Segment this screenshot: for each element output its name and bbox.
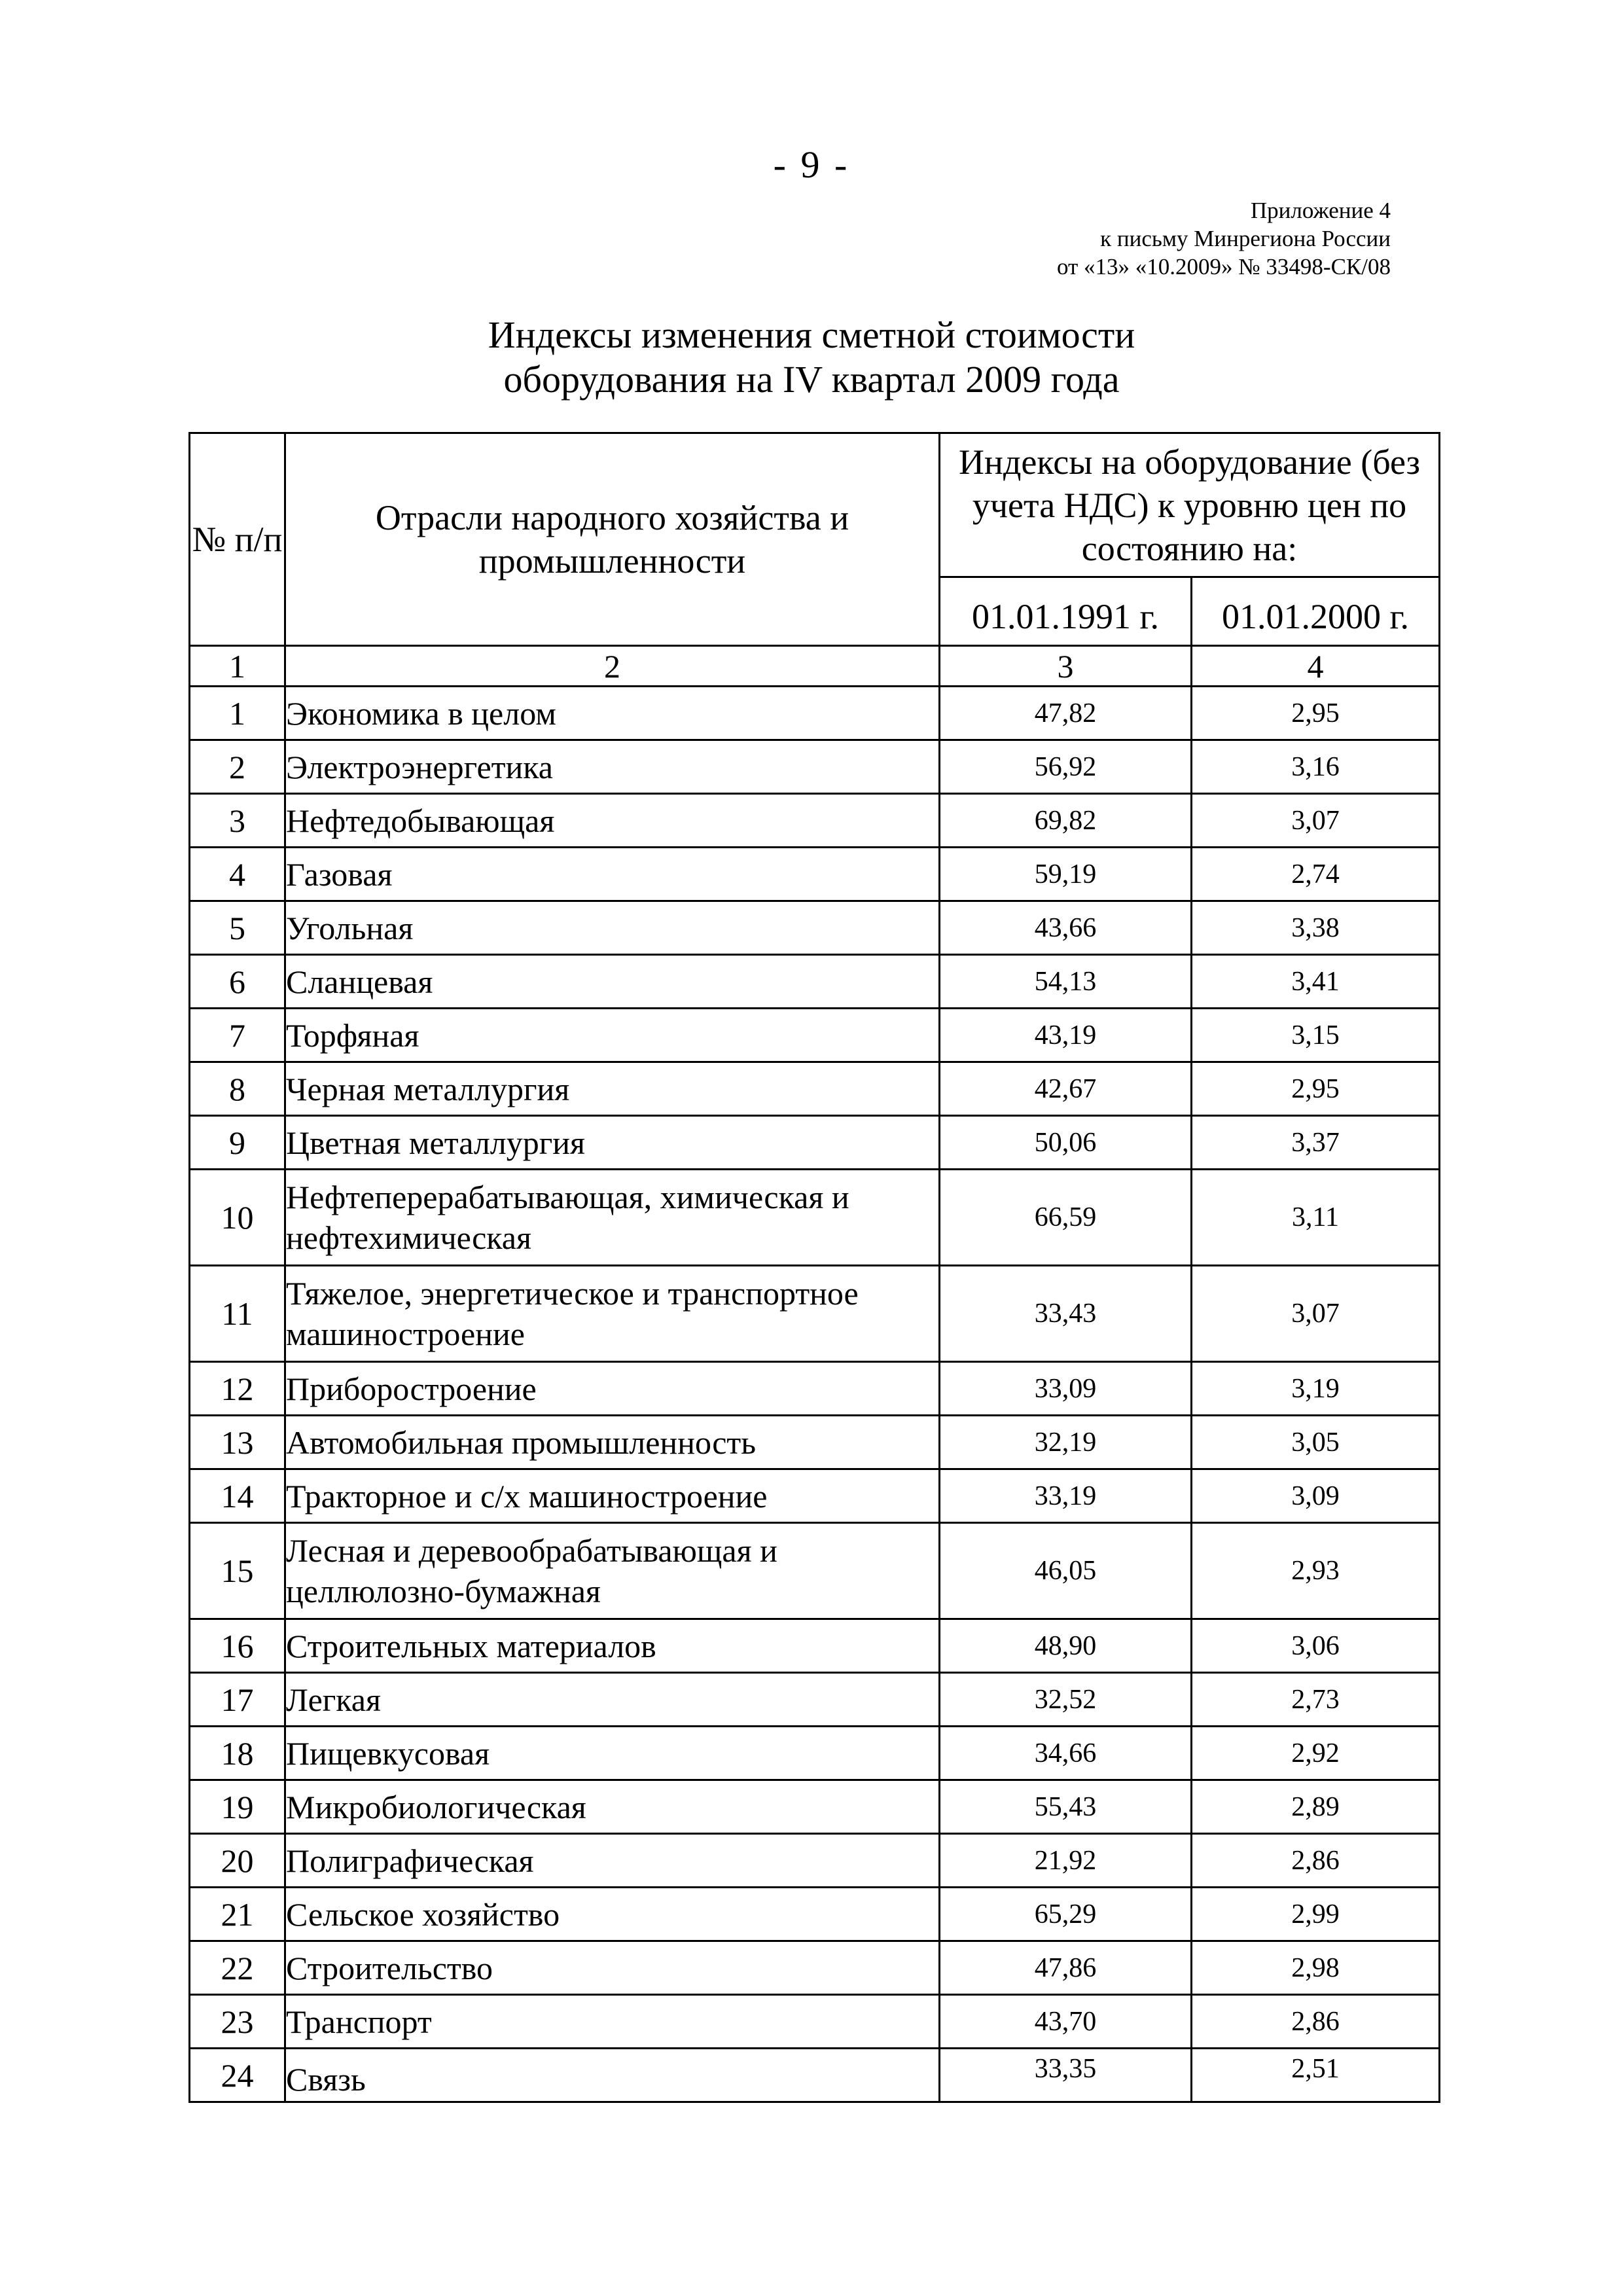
row-index-1991: 33,43 — [940, 1266, 1192, 1362]
row-index-2000: 2,92 — [1192, 1727, 1440, 1780]
row-number: 21 — [190, 1888, 285, 1941]
row-index-1991: 69,82 — [940, 794, 1192, 848]
row-number: 2 — [190, 740, 285, 794]
row-sector-name: Приборостроение — [285, 1362, 940, 1416]
document-title — [0, 313, 1623, 402]
table-row — [190, 955, 1440, 1009]
row-sector-name: Черная металлургия — [285, 1062, 940, 1116]
table-row — [190, 901, 1440, 955]
page-number: - 9 - — [773, 143, 850, 186]
row-sector-name: Транспорт — [285, 1995, 940, 2049]
row-sector-name: Легкая — [285, 1673, 940, 1727]
row-sector-name: Угольная — [285, 901, 940, 955]
row-index-2000: 3,11 — [1192, 1170, 1440, 1266]
row-sector-name: Лесная и деревообрабатывающая и целлюлозно-бумажная — [285, 1523, 940, 1619]
table-row — [190, 1469, 1440, 1523]
row-number: 16 — [190, 1619, 285, 1673]
table-row — [190, 687, 1440, 740]
row-index-1991: 47,82 — [940, 687, 1192, 740]
row-index-1991: 33,09 — [940, 1362, 1192, 1416]
row-sector-name: Сельское хозяйство — [285, 1888, 940, 1941]
header-date-2000: 01.01.2000 г. — [1192, 577, 1440, 646]
column-numbers-row — [190, 646, 1440, 687]
row-index-2000: 3,06 — [1192, 1619, 1440, 1673]
row-index-1991: 32,19 — [940, 1416, 1192, 1469]
row-number: 24 — [190, 2049, 285, 2102]
header-date-1991: 01.01.1991 г. — [940, 577, 1192, 646]
row-index-2000: 2,93 — [1192, 1523, 1440, 1619]
table-row — [190, 1727, 1440, 1780]
row-sector-name: Автомобильная промышленность — [285, 1416, 940, 1469]
table-row — [190, 1673, 1440, 1727]
table-row — [190, 740, 1440, 794]
row-sector-name: Тракторное и с/х машиностроение — [285, 1469, 940, 1523]
row-index-2000: 3,19 — [1192, 1362, 1440, 1416]
row-index-1991: 32,52 — [940, 1673, 1192, 1727]
row-sector-name: Микробиологическая — [285, 1780, 940, 1834]
header-num: № п/п — [190, 433, 285, 646]
table-row — [190, 794, 1440, 848]
row-sector-name: Газовая — [285, 848, 940, 901]
row-number: 1 — [190, 687, 285, 740]
table-row — [190, 1362, 1440, 1416]
table-row — [190, 1523, 1440, 1619]
table-row — [190, 1619, 1440, 1673]
row-index-1991: 43,66 — [940, 901, 1192, 955]
row-index-1991: 50,06 — [940, 1116, 1192, 1170]
row-index-2000: 2,98 — [1192, 1941, 1440, 1995]
table-row — [190, 1780, 1440, 1834]
table-row — [190, 1834, 1440, 1888]
row-index-1991: 66,59 — [940, 1170, 1192, 1266]
row-index-2000: 2,95 — [1192, 1062, 1440, 1116]
header-indices: Индексы на оборудование (без учета НДС) к уровню цен по состоянию на: — [940, 433, 1440, 577]
row-sector-name: Торфяная — [285, 1009, 940, 1062]
row-index-2000: 3,15 — [1192, 1009, 1440, 1062]
row-index-1991: 48,90 — [940, 1619, 1192, 1673]
row-index-1991: 56,92 — [940, 740, 1192, 794]
row-index-2000: 3,16 — [1192, 740, 1440, 794]
row-number: 12 — [190, 1362, 285, 1416]
row-index-1991: 34,66 — [940, 1727, 1192, 1780]
table-row — [190, 1009, 1440, 1062]
row-index-2000: 2,86 — [1192, 1834, 1440, 1888]
table-row — [190, 1941, 1440, 1995]
row-number: 14 — [190, 1469, 285, 1523]
row-index-2000: 3,05 — [1192, 1416, 1440, 1469]
row-index-1991: 43,70 — [940, 1995, 1192, 2049]
column-number: 1 — [190, 646, 285, 687]
row-index-1991: 54,13 — [940, 955, 1192, 1009]
row-index-1991: 59,19 — [940, 848, 1192, 901]
row-sector-name: Электроэнергетика — [285, 740, 940, 794]
row-index-2000: 2,89 — [1192, 1780, 1440, 1834]
row-number: 7 — [190, 1009, 285, 1062]
row-number: 4 — [190, 848, 285, 901]
appendix-reference — [1057, 196, 1391, 281]
row-sector-name: Экономика в целом — [285, 687, 940, 740]
row-sector-name: Строительство — [285, 1941, 940, 1995]
row-index-1991: 46,05 — [940, 1523, 1192, 1619]
row-number: 6 — [190, 955, 285, 1009]
column-number: 4 — [1192, 646, 1440, 687]
row-index-2000: 3,37 — [1192, 1116, 1440, 1170]
table-row — [190, 848, 1440, 901]
row-index-2000: 2,51 — [1192, 2049, 1440, 2102]
row-index-1991: 65,29 — [940, 1888, 1192, 1941]
row-index-1991: 42,67 — [940, 1062, 1192, 1116]
appendix-line-2: к письму Минрегиона России — [1100, 226, 1391, 251]
row-index-2000: 2,99 — [1192, 1888, 1440, 1941]
row-index-2000: 3,07 — [1192, 1266, 1440, 1362]
row-number: 13 — [190, 1416, 285, 1469]
row-sector-name: Связь — [285, 2049, 940, 2102]
indices-table — [188, 432, 1440, 2103]
row-sector-name: Полиграфическая — [285, 1834, 940, 1888]
table-row — [190, 1416, 1440, 1469]
table-row — [190, 2049, 1440, 2102]
row-number: 23 — [190, 1995, 285, 2049]
row-number: 9 — [190, 1116, 285, 1170]
row-index-1991: 33,35 — [940, 2049, 1192, 2102]
row-index-1991: 33,19 — [940, 1469, 1192, 1523]
row-number: 20 — [190, 1834, 285, 1888]
row-number: 17 — [190, 1673, 285, 1727]
row-number: 5 — [190, 901, 285, 955]
row-index-2000: 2,74 — [1192, 848, 1440, 901]
row-index-1991: 21,92 — [940, 1834, 1192, 1888]
row-index-1991: 47,86 — [940, 1941, 1192, 1995]
row-number: 11 — [190, 1266, 285, 1362]
row-number: 22 — [190, 1941, 285, 1995]
appendix-line-3: от «13» «10.2009» № 33498-СК/08 — [1056, 254, 1391, 279]
table-row — [190, 1888, 1440, 1941]
row-number: 8 — [190, 1062, 285, 1116]
header-sector: Отрасли народного хозяйства и промышленности — [285, 433, 940, 646]
row-index-1991: 55,43 — [940, 1780, 1192, 1834]
row-number: 18 — [190, 1727, 285, 1780]
row-sector-name: Нефтеперерабатывающая, химическая и нефтехимическая — [285, 1170, 940, 1266]
row-index-2000: 2,95 — [1192, 687, 1440, 740]
column-number: 3 — [940, 646, 1192, 687]
table-row — [190, 1170, 1440, 1266]
row-index-2000: 3,41 — [1192, 955, 1440, 1009]
appendix-line-1: Приложение 4 — [1250, 198, 1391, 223]
row-number: 19 — [190, 1780, 285, 1834]
table-row — [190, 1116, 1440, 1170]
row-index-2000: 2,73 — [1192, 1673, 1440, 1727]
table-row — [190, 1995, 1440, 2049]
row-index-2000: 3,07 — [1192, 794, 1440, 848]
table-row — [190, 1062, 1440, 1116]
row-number: 10 — [190, 1170, 285, 1266]
row-index-1991: 43,19 — [940, 1009, 1192, 1062]
row-sector-name: Пищевкусовая — [285, 1727, 940, 1780]
row-sector-name: Строительных материалов — [285, 1619, 940, 1673]
row-number: 15 — [190, 1523, 285, 1619]
row-index-2000: 3,09 — [1192, 1469, 1440, 1523]
row-sector-name: Тяжелое, энергетическое и транспортное машиностроение — [285, 1266, 940, 1362]
row-sector-name: Цветная металлургия — [285, 1116, 940, 1170]
column-number: 2 — [285, 646, 940, 687]
row-sector-name: Нефтедобывающая — [285, 794, 940, 848]
row-number: 3 — [190, 794, 285, 848]
row-index-2000: 3,38 — [1192, 901, 1440, 955]
table-row — [190, 1266, 1440, 1362]
row-sector-name: Сланцевая — [285, 955, 940, 1009]
row-index-2000: 2,86 — [1192, 1995, 1440, 2049]
title-line-1: Индексы изменения сметной стоимости — [488, 314, 1135, 356]
title-line-2: оборудования на IV квартал 2009 года — [503, 358, 1120, 401]
